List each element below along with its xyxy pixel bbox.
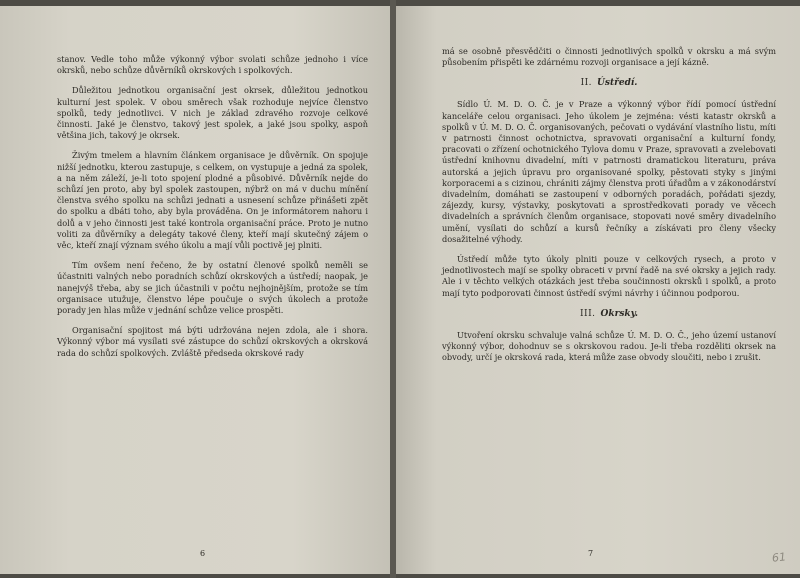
left-paragraph-2: Důležitou jednotkou organisační jest okrsek, důležitou jednotkou kulturní jest spolek. V obou směrech však rozhoduje nejvíce členstvo spolků, tedy jednotlivci. V nich je základ zdravého rozvoje celkové činnosti. Jaké je členstvo, takový jest spolek, a jaké jsou spolky, aspoň většina jich, takový je okrsek.: [57, 85, 368, 141]
left-paragraph-4: Tím ovšem není řečeno, že by ostatní členové spolků neměli se účastniti valných nebo poradních schůzí okrskových a ústředí; naopak, je nanejvýš třeba, aby se jich účastnili v počtu nejhojnějším, protože se tím organisace utužuje, členstvo lépe poučuje o svých úkolech a protože porady jen hlas může v jednání schůze velice prospěti.: [57, 260, 368, 316]
right-intro-paragraph: má se osobně přesvědčiti o činnosti jednotlivých spolků v okrsku a má svým působením přispěti ke zdárnému rozvoji organisace a její kázně.: [442, 46, 776, 68]
section-iii-heading: [442, 308, 776, 320]
left-paragraph-3: Živým tmelem a hlavním článkem organisace je důvěrník. On spojuje nižší jednotku, kterou zastupuje, s celkem, on vystupuje a jedná za spolek, a na něm záleží, je-li toto spojení plodné a působivé. Důvěrník nejde do schůzí jen proto, aby byl spolek zastoupen, nýbrž on má v duchu mínění členstva svého spolku na schůzi jednati a usnesení schůze přinášeti zpět do spolku a dbáti toho, aby byla prováděna. On je informátorem nahoru i dolů a v jeho činnosti jest také kontrola organisační práce. Proto je nutno voliti za důvěrníky a delegáty takové členy, kteří mají skutečný zájem o věc, kteří znají význam svého úkolu a mají vůli poctivě jej plniti.: [57, 150, 368, 251]
section-ii-heading: [442, 77, 776, 89]
section-iii-number: III.: [580, 308, 596, 319]
left-page: [0, 6, 390, 574]
section-ii-paragraph-1: Sídlo Ú. M. D. O. Č. je v Praze a výkonný výbor řídí pomocí ústřední kanceláře celou organisaci. Jeho úkolem je zejména: vésti katastr okrsků a spolků v Ú. M. D. O. Č. organisovaných, pečovati o vydávání vlastního listu, míti v patrnosti činnost ochotnictva, spravovati organisační a kulturní fondy, pracovati o zřízení ochotnického Tylova domu v Praze, spravovati a zvelebovati ústřední knihovnu divadelní, míti v patrnosti dramatickou literaturu, práva autorská a jejich úpravu pro organisované spolky, pěstovati styky s jinými korporacemi a s cizinou, chrániti zájmy členstva proti úřadům a v zákonodárství divadelním, domáhati se zastoupení v odborných poradách, pořádati sjezdy, zájezdy, kursy, výstavky, poskytovati a sprostředkovati porady ve věcech divadelních a správních členům organisace, stopovati nové směry divadelního umění, vysílati do schůzí a kursů řečníky a získávati pro členy všecky dosažitelné výhody.: [442, 99, 776, 244]
right-page-number: 7: [588, 549, 594, 558]
section-ii-paragraph-2: Ústředí může tyto úkoly plniti pouze v celkových rysech, a proto v jednotlivostech mají se spolky obraceti v první řadě na své okrsky a jejich rady. Ale i v těchto velkých otázkách jest třeba součinnosti okrsků i spolků, a proto mají tyto podporovati činnost ústředí svými návrhy i účinnou podporou.: [442, 254, 776, 298]
section-iii-title: Okrsky.: [600, 308, 638, 319]
left-page-number: 6: [200, 549, 206, 558]
left-paragraph-5: Organisační spojitost má býti udržována nejen zdola, ale i shora. Výkonný výbor má vysílati své zástupce do schůzí okrskových a okrsková rada do schůzí spolkových. Zvláště předseda okrskové rady: [57, 325, 368, 358]
left-paragraph-1: stanov. Vedle toho může výkonný výbor svolati schůze jednoho i více okrsků, nebo schůze důvěrníků okrskových i spolkových.: [57, 54, 368, 76]
section-ii-title: Ústředí.: [597, 78, 638, 89]
pencil-annotation: 61: [771, 550, 787, 565]
right-page: [396, 6, 800, 574]
section-ii-number: II.: [580, 78, 593, 89]
section-iii-paragraph-1: Utvoření okrsku schvaluje valná schůze Ú. M. D. O. Č., jeho území ustanoví výkonný výbor, dohodnuv se s okrskovou radou. Je-li třeba rozděliti okrsek na obvody, určí je okrsková rada, která může zase obvody sloučiti, nebo i zrušit.: [442, 329, 776, 363]
